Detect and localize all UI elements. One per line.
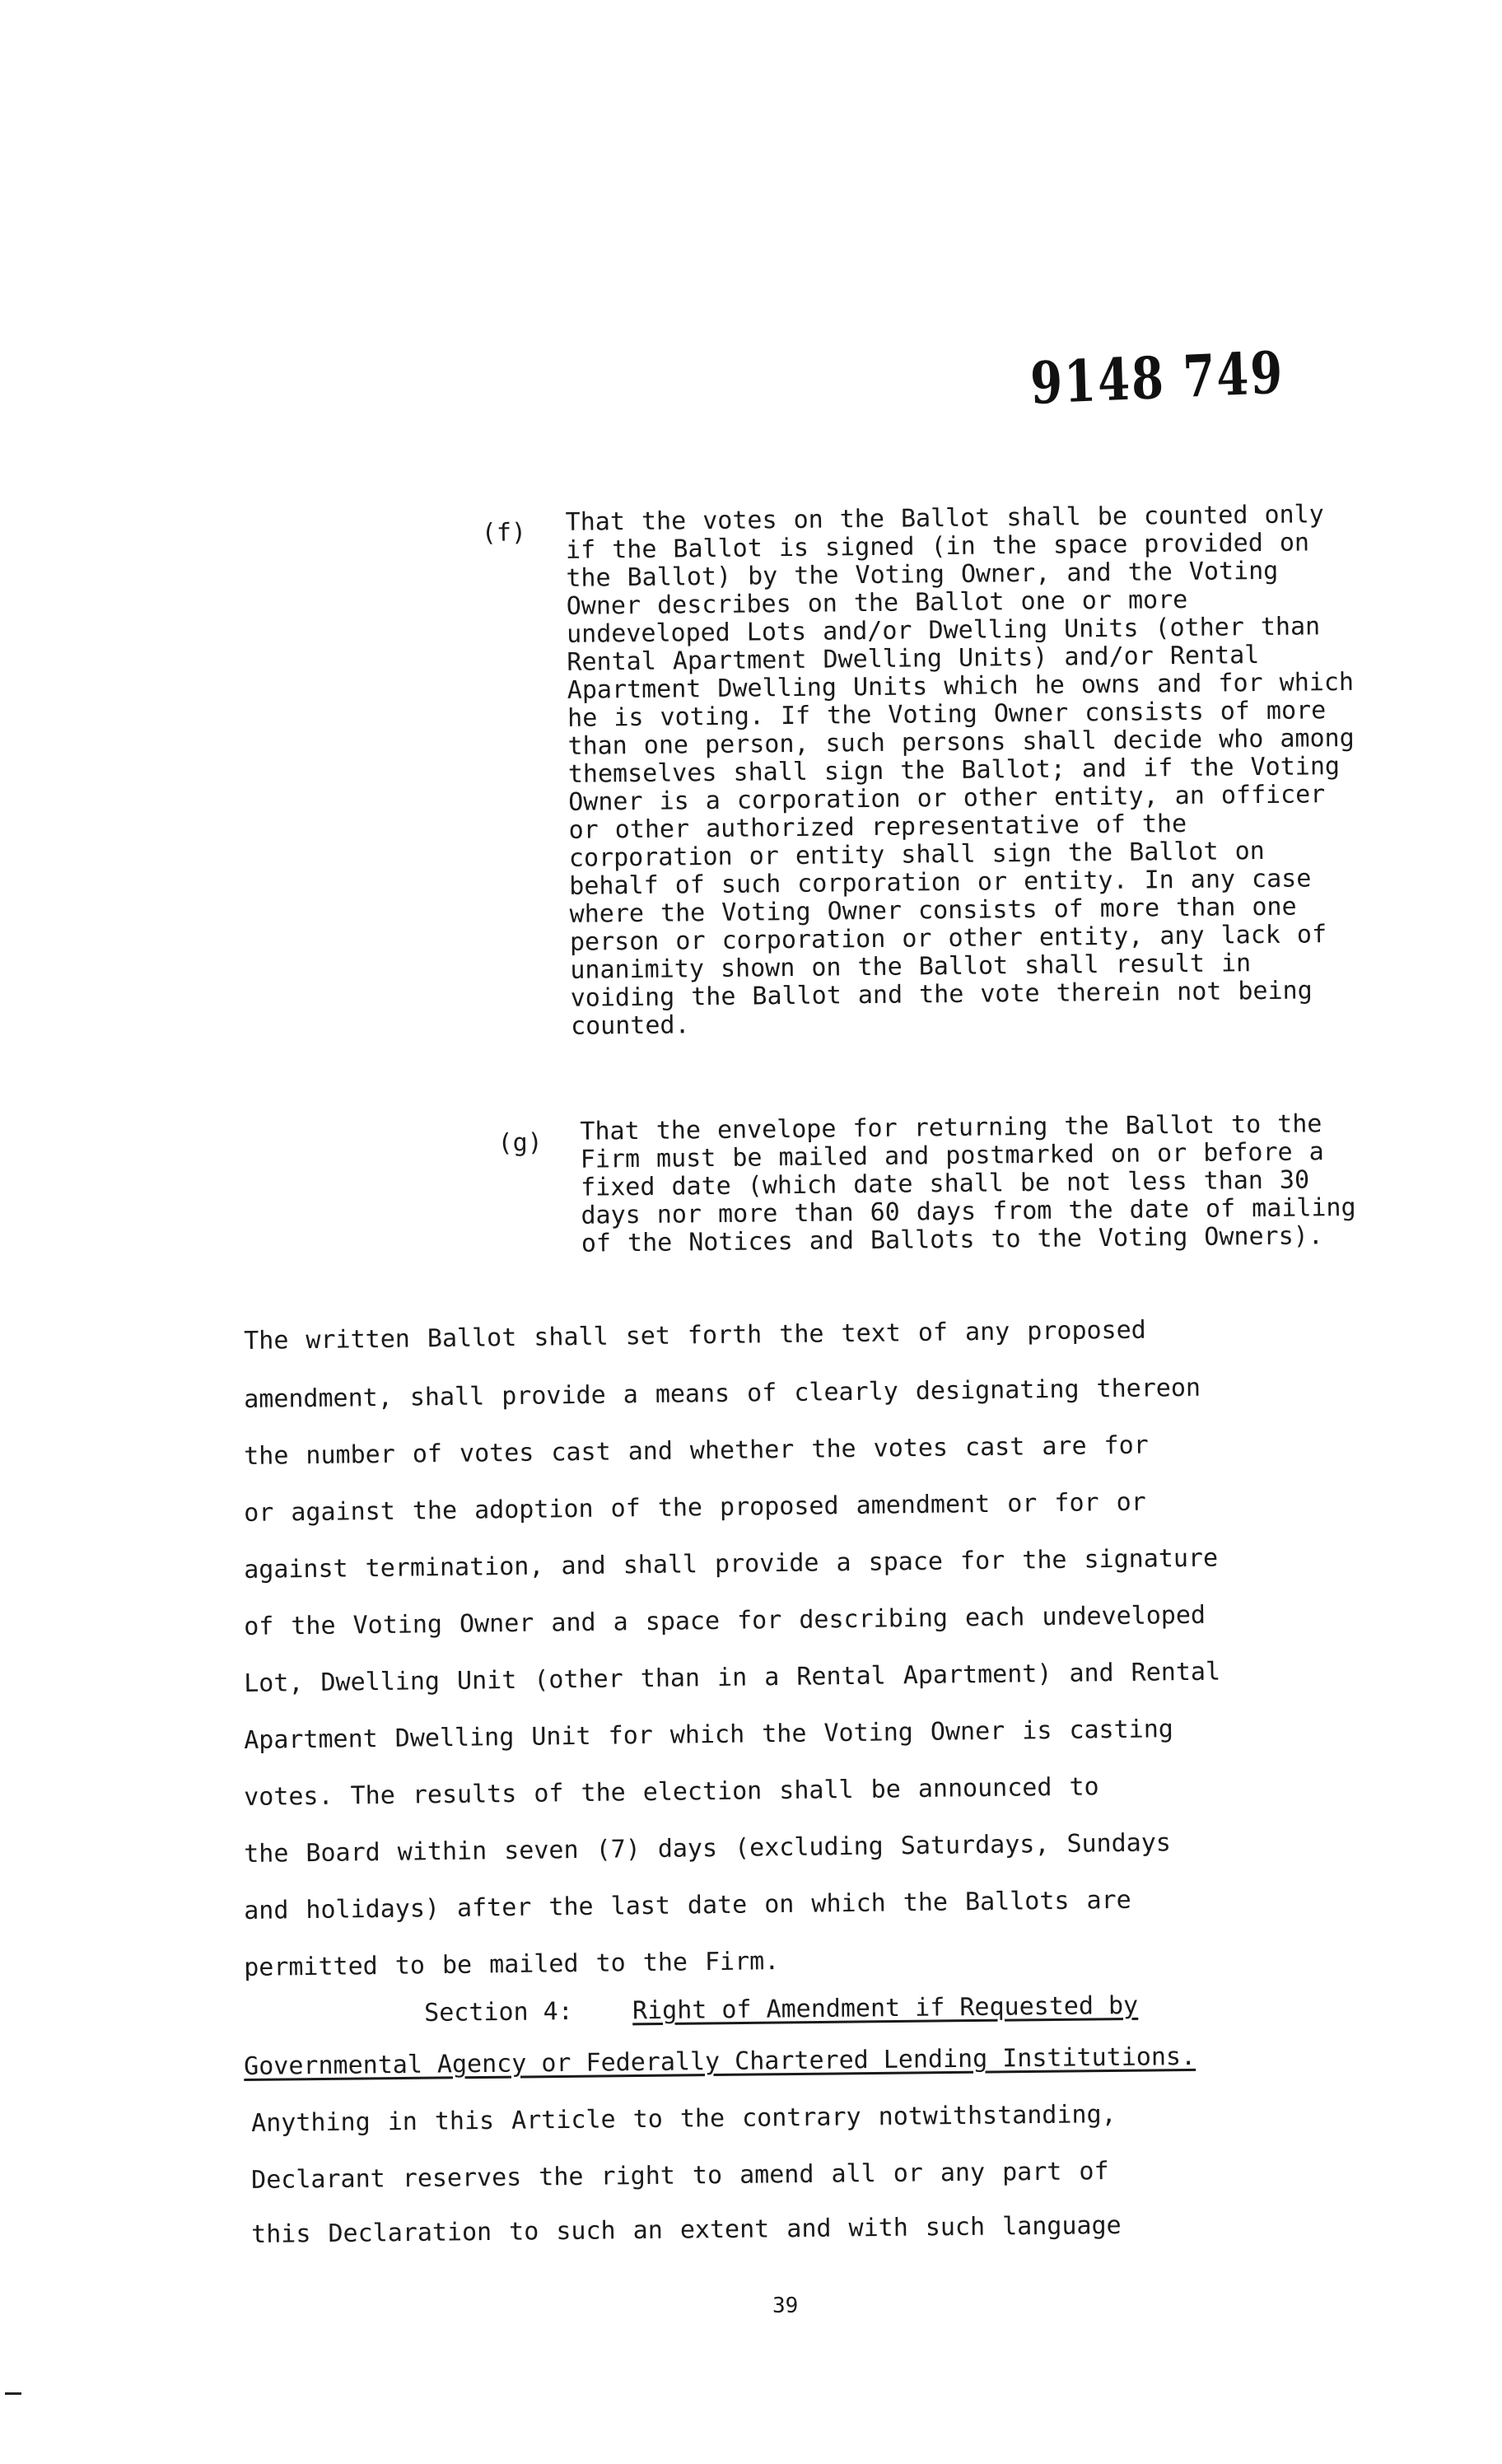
paragraph-line: and holidays) after the last date on which the Ballots are (243, 1885, 1131, 1925)
paragraph-line: Apartment Dwelling Unit for which the Voting Owner is casting (243, 1715, 1174, 1755)
section-title-line1: Right of Amendment if Requested by (632, 1990, 1139, 2026)
page-number: 39 (772, 2294, 799, 2318)
paragraph-line: the number of votes cast and whether the votes cast are for (243, 1430, 1149, 1471)
section-line: this Declaration to such an extent and with such language (250, 2210, 1122, 2249)
paragraph-line: The written Ballot shall set forth the text of any proposed (243, 1315, 1146, 1356)
section-heading (424, 1992, 1138, 2028)
section-label: Section 4: (423, 1997, 573, 2028)
paragraph-line: Lot, Dwelling Unit (other than in a Rental Apartment) and Rental (243, 1657, 1221, 1698)
paragraph-line: or against the adoption of the proposed amendment or for or (243, 1487, 1146, 1528)
section-heading-continued (244, 2043, 1196, 2081)
paragraph-line: votes. The results of the election shall be announced to (243, 1772, 1099, 1812)
subsection-label: (g) (497, 1128, 543, 1158)
recording-stamp: 9148 749 (1029, 338, 1285, 418)
section-line: Anything in this Article to the contrary notwithstanding, (250, 2099, 1117, 2138)
paragraph-line: permitted to be mailed to the Firm. (243, 1947, 780, 1982)
paragraph-line: the Board within seven (7) days (excluding Saturdays, Sundays (243, 1828, 1172, 1869)
section-line: Declarant reserves the right to amend all or any part of (250, 2157, 1109, 2195)
paragraph-line: amendment, shall provide a means of clearly designating thereon (243, 1373, 1201, 1414)
section-title-line2: Governmental Agency or Federally Chartered Lending Institutions. (243, 2042, 1196, 2081)
paragraph-line: of the Voting Owner and a space for describing each undeveloped (243, 1600, 1206, 1641)
scan-edge-mark (5, 2392, 21, 2395)
subsection-text: That the votes on the Ballot shall be counted only if the Ballot is signed (in the space provided on the Ballot) by the Voting Owner, and the Voting Owner describes on the Ballot one or more undeveloped Lots and/or Dwelling Units (other than Rental Apartment Dwelling Units) and/or Rental Apartment Dwelling Units which he owns and for which he is voting. If the Voting Owner consists of more than one person, such persons shall decide who among themselves shall sign the Ballot; and if the Voting Owner is a corporation or other entity, an officer or other authorized representative of the corporation or entity shall sign the Ballot on behalf of such corporation or entity. In any case where the Voting Owner consists of more than one person or corporation or other entity, any lack of unanimity shown on the Ballot shall result in voiding the Ballot and the vote therein not being counted. (565, 500, 1355, 1041)
subsection-text: That the envelope for returning the Ballot to the Firm must be mailed and postmarked on or before a fixed date (which date shall be not less than 30 days nor more than 60 days from the date of mailing of the Notices and Ballots to the Voting Owners). (580, 1109, 1356, 1258)
subsection-label: (f) (481, 518, 527, 548)
paragraph-line: against termination, and shall provide a space for the signature (243, 1543, 1219, 1584)
